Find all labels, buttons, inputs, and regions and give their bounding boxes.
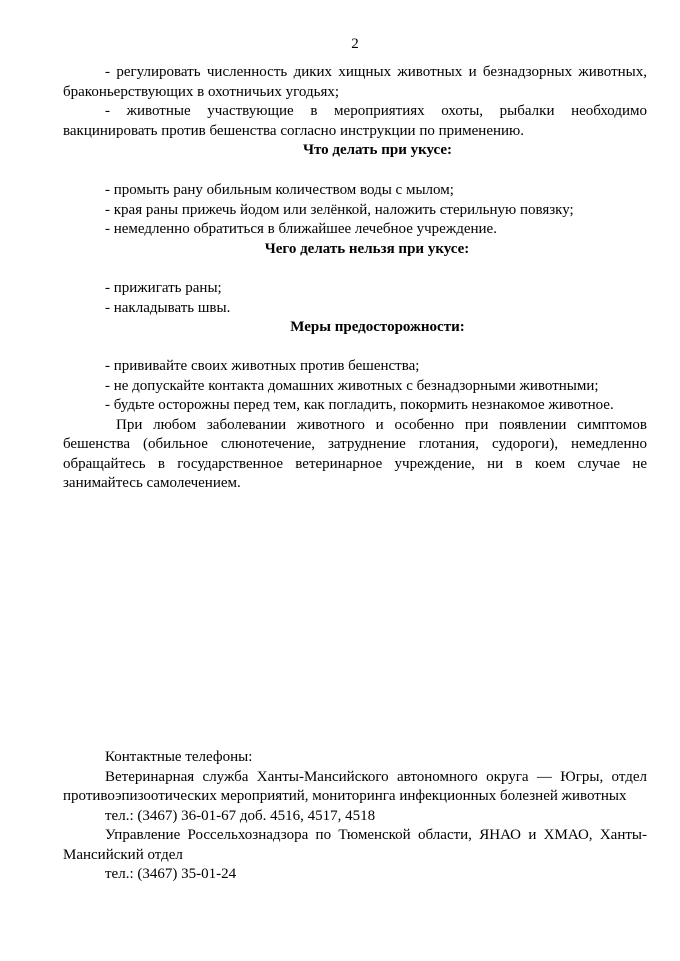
precaution-item-vaccinate: - прививайте своих животных против бешенства; [105,358,420,374]
contact-org-veterinary: Ветеринарная служба Ханты-Мансийского автономного округа — Югры, отдел противоэпизоотических мероприятий, мониторинга инфекционных болезней животных [63,768,647,804]
contact-org-rosselkhoznadzor: Управление Россельхознадзора по Тюменской области, ЯНАО и ХМАО, Ханты-Мансийский отдел [63,827,647,863]
contact-phone-rosselkhoznadzor: тел.: (3467) 35-01-24 [105,866,237,882]
precautions-section [63,357,647,494]
bite-section-heading: Что делать при укусе: [302,142,453,158]
intro-item-vaccinate: - животные участвующие в мероприятиях охоты, рыбалки необходимо вакцинировать против бешенства согласно инструкции по применению. [63,103,647,139]
precaution-item-no-contact: - не допускайте контакта домашних животных с безнадзорными животными; [105,377,599,394]
bite-item-cauterize: - края раны прижечь йодом или зелёнкой, наложить стерильную повязку; [105,201,574,218]
contact-phone-veterinary: тел.: (3467) 36-01-67 доб. 4516, 4517, 4518 [105,807,376,824]
intro-item-regulate: - регулировать численность диких хищных животных и безнадзорных животных, браконьерствующих в охотничьих угодьях; [63,64,647,100]
precaution-item-caution: - будьте осторожны перед тем, как погладить, покормить незнакомое животное. [105,397,614,413]
bite-section-list [63,181,647,259]
precautions-section-heading: Меры предосторожности: [290,319,465,335]
dont-section-heading: Чего делать нельзя при укусе: [264,240,470,257]
closing-paragraph: При любом заболевании животного и особенно при появлении симптомов бешенства (обильное слюнотечение, затруднение глотания, судороги), немедленно обращайтесь в государственное ветеринарное учреждение, ни в коем случае не занимайтесь самолечением. [63,416,647,491]
bite-item-wash: - промыть рану обильным количеством воды с мылом; [105,182,454,198]
document-page [63,0,647,961]
dont-section-list [63,279,647,338]
dont-item-stitch: - накладывать швы. [105,299,231,316]
bite-item-seek-help: - немедленно обратиться в ближайшее лечебное учреждение. [105,221,497,237]
contacts-title: Контактные телефоны: [105,749,253,765]
contacts-section [63,748,647,885]
dont-item-cauterize: - прижигать раны; [105,280,222,296]
intro-section [63,63,647,161]
page-number: 2 [351,36,359,52]
